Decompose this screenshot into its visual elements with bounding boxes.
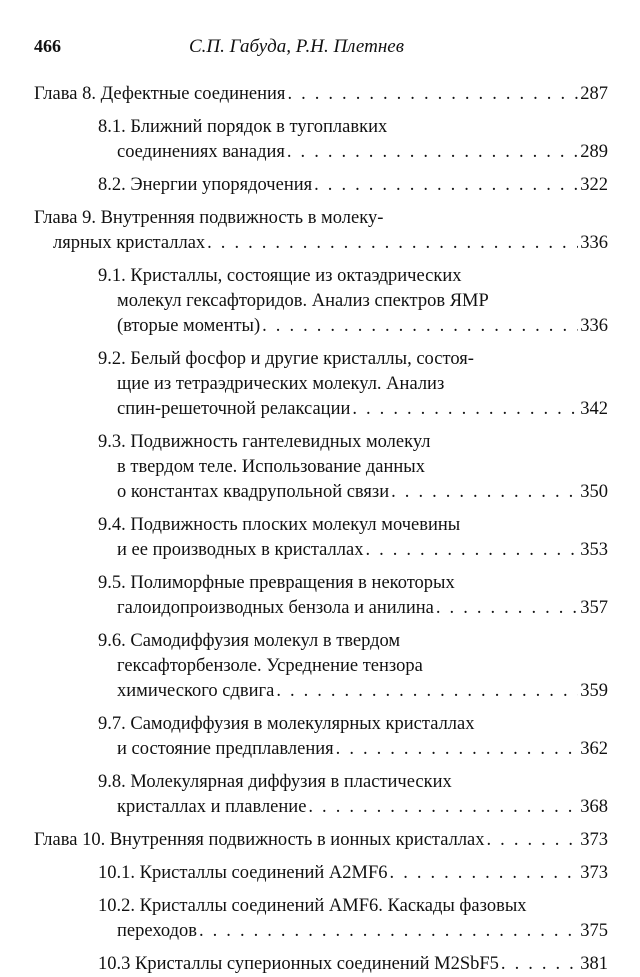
page-number: 466	[34, 36, 61, 56]
toc-page-number: 353	[580, 540, 608, 560]
toc-entry-title: о константах квадрупольной связи	[117, 482, 390, 502]
toc-page-number: 342	[580, 399, 608, 419]
toc-entry-final-line	[34, 828, 608, 853]
toc-entry-title: лярных кристаллах	[53, 233, 206, 253]
toc-entry-title: соединениях ванадия	[117, 142, 285, 162]
toc-section-entry	[98, 861, 608, 886]
toc-page-number: 362	[580, 739, 608, 759]
toc-entry-line: 9.7. Самодиффузия в молекулярных кристаллах	[98, 714, 475, 734]
dot-leader	[436, 596, 578, 621]
toc-section-entry	[98, 115, 608, 165]
toc-page-number: 381	[580, 954, 608, 974]
toc-entry-line: 9.5. Полиморфные превращения в некоторых	[98, 573, 455, 593]
toc-entry-line: 9.8. Молекулярная диффузия в пластических	[98, 772, 452, 792]
toc-entry-title: переходов	[117, 921, 197, 941]
toc-chapter-entry	[34, 828, 608, 853]
toc-page-number: 287	[580, 84, 608, 104]
dot-leader	[336, 737, 579, 762]
toc-entry-line: 9.3. Подвижность гантелевидных молекул	[98, 432, 431, 452]
toc-entry-title: химического сдвига	[117, 681, 275, 701]
dot-leader	[365, 538, 578, 563]
toc-entry-title: 10.3 Кристаллы суперионных соединений M2SbF5	[98, 954, 499, 974]
dot-leader	[352, 397, 578, 422]
toc-entry-line: гексафторбензоле. Усреднение тензора	[117, 656, 423, 676]
toc-entry-title: 8.2. Энергии упорядочения	[98, 175, 313, 195]
toc-entry-title: Глава 8. Дефектные соединения	[34, 84, 286, 104]
dot-leader	[207, 231, 578, 256]
dot-leader	[262, 314, 578, 339]
table-of-contents	[34, 82, 608, 977]
dot-leader	[287, 82, 578, 107]
toc-section-entry	[98, 894, 608, 944]
dot-leader	[308, 795, 578, 820]
toc-page-number: 322	[580, 175, 608, 195]
toc-entry-title: кристаллах и плавление	[117, 797, 307, 817]
toc-page-number: 359	[580, 681, 608, 701]
toc-entry-line: 10.2. Кристаллы соединений AMF6. Каскады фазовых	[98, 896, 527, 916]
toc-chapter-entry	[34, 82, 608, 107]
toc-entry-title: и состояние предплавления	[117, 739, 334, 759]
toc-entry-final-line	[98, 173, 608, 198]
dot-leader	[501, 952, 578, 977]
toc-page-number: 336	[580, 233, 608, 253]
toc-entry-title: 10.1. Кристаллы соединений A2MF6	[98, 863, 388, 883]
toc-entry-title: и ее производных в кристаллах	[117, 540, 364, 560]
toc-page-number: 368	[580, 797, 608, 817]
toc-entry-final-line	[98, 538, 608, 563]
toc-page-number: 350	[580, 482, 608, 502]
toc-entry-line: щие из тетраэдрических молекул. Анализ	[117, 374, 445, 394]
dot-leader	[276, 679, 578, 704]
toc-section-entry	[98, 571, 608, 621]
toc-entry-final-line	[98, 952, 608, 977]
dot-leader	[391, 480, 578, 505]
toc-entry-final-line	[34, 231, 608, 256]
toc-section-entry	[98, 264, 608, 339]
toc-entry-line: 9.2. Белый фосфор и другие кристаллы, состоя-	[98, 349, 474, 369]
toc-entry-title: спин-решеточной релаксации	[117, 399, 351, 419]
toc-section-entry	[98, 952, 608, 977]
running-title: С.П. Габуда, Р.Н. Плетнев	[189, 36, 404, 57]
toc-chapter-entry	[34, 206, 608, 256]
toc-entry-line: молекул гексафторидов. Анализ спектров ЯМР	[117, 291, 489, 311]
page-header	[34, 36, 610, 66]
toc-section-entry	[98, 173, 608, 198]
toc-entry-line: Глава 9. Внутренняя подвижность в молеку-	[34, 208, 384, 228]
toc-entry-title: Глава 10. Внутренняя подвижность в ионных кристаллах	[34, 830, 485, 850]
toc-page-number: 289	[580, 142, 608, 162]
toc-page-number: 357	[580, 598, 608, 618]
dot-leader	[199, 919, 578, 944]
toc-entry-title: (вторые моменты)	[117, 316, 261, 336]
toc-entry-final-line	[98, 596, 608, 621]
toc-section-entry	[98, 430, 608, 505]
toc-entry-final-line	[34, 82, 608, 107]
dot-leader	[314, 173, 578, 198]
dot-leader	[390, 861, 579, 886]
toc-section-entry	[98, 770, 608, 820]
toc-entry-final-line	[98, 737, 608, 762]
toc-section-entry	[98, 629, 608, 704]
toc-entry-final-line	[98, 861, 608, 886]
toc-page-number: 375	[580, 921, 608, 941]
toc-entry-line: 9.1. Кристаллы, состоящие из октаэдрических	[98, 266, 462, 286]
toc-entry-line: 9.4. Подвижность плоских молекул мочевины	[98, 515, 461, 535]
toc-entry-final-line	[98, 919, 608, 944]
toc-entry-final-line	[98, 140, 608, 165]
toc-page-number: 336	[580, 316, 608, 336]
toc-entry-final-line	[98, 480, 608, 505]
toc-entry-line: в твердом теле. Использование данных	[117, 457, 425, 477]
toc-entry-line: 9.6. Самодиффузия молекул в твердом	[98, 631, 401, 651]
toc-section-entry	[98, 712, 608, 762]
toc-entry-final-line	[98, 679, 608, 704]
toc-section-entry	[98, 513, 608, 563]
dot-leader	[487, 828, 579, 853]
toc-page-number: 373	[580, 863, 608, 883]
toc-entry-final-line	[98, 397, 608, 422]
toc-page-number: 373	[580, 830, 608, 850]
dot-leader	[287, 140, 578, 165]
toc-entry-final-line	[98, 795, 608, 820]
toc-entry-line: 8.1. Ближний порядок в тугоплавких	[98, 117, 388, 137]
toc-section-entry	[98, 347, 608, 422]
toc-entry-final-line	[98, 314, 608, 339]
toc-entry-title: галоидопроизводных бензола и анилина	[117, 598, 434, 618]
